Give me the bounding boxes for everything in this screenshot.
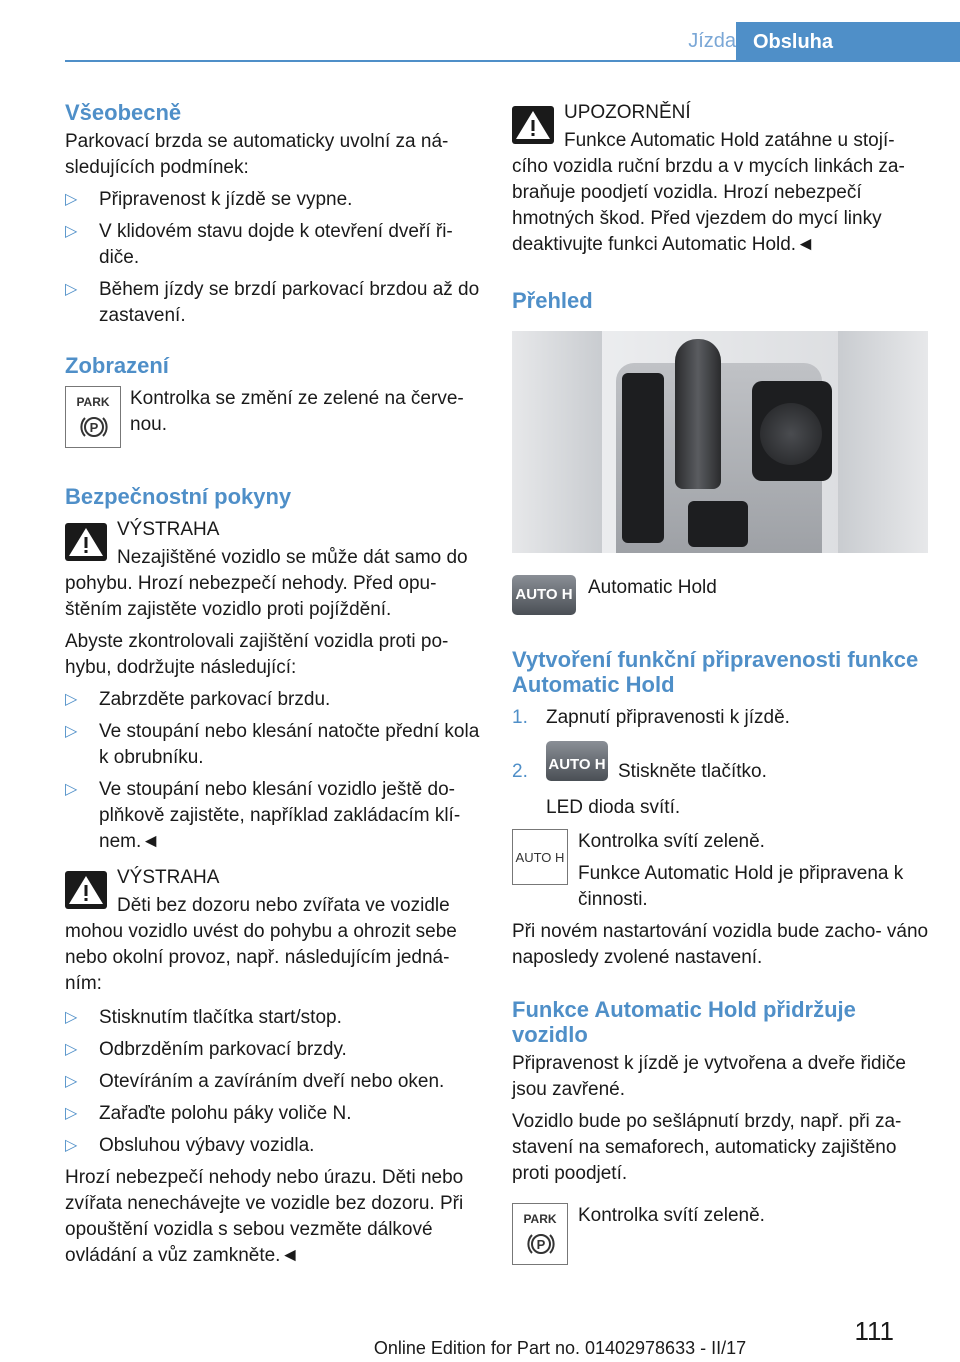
step-item: 2. AUTO H Stiskněte tlačítko. [512, 741, 930, 789]
svg-text:P: P [536, 1237, 546, 1252]
paragraph-final: Hrozí nebezpečí nehody nebo úrazu. Děti nebo zvířata nenechávejte ve vozidle bez dozoru. Při opouštění vozidla s sebou vezměte dálkové ovládání a vůz zamkněte.◄ [65, 1167, 464, 1266]
list-item: ▷ Připravenost k jízdě se vypne. [65, 187, 483, 213]
header-tab: Obsluha [736, 22, 960, 62]
header-section: Jízda [688, 30, 736, 52]
triangle-right-icon: ▷ [65, 781, 78, 798]
warning-title: VÝSTRAHA [117, 519, 220, 540]
zobrazeni-text: Kontrolka se změní ze zelené na červe‐ nou. [130, 388, 464, 435]
warning-text: Děti bez dozoru nebo zvířata ve vozidle mohou vozidlo uvést do pohybu a ohrozit sebe nebo okolní provoz, např. následujícím jedná‐ ním: [65, 895, 457, 994]
triangle-right-icon: ▷ [65, 191, 78, 208]
paragraph-vseobecne: Parkovací brzda se automaticky uvolní za ná‐ sledujících podmínek: [65, 131, 449, 178]
notice-text: Funkce Automatic Hold zatáhne u stojí‐ cího vozidla ruční brzdu a v mycích linkách za‐ braňuje poodjetí vozidla. Hrozí nebezpečí hmotných škod. Před vjezdem do mycí linky deaktivujte funkci Automatic Hold.◄ [512, 130, 905, 255]
list-item: ▷ Stisknutím tlačítka start/stop. [65, 1005, 483, 1031]
auto-hold-button-icon: AUTO H [546, 741, 608, 781]
zobrazeni-row [65, 386, 483, 456]
park-brake-icon: PARK P [512, 1203, 568, 1265]
triangle-right-icon: ▷ [65, 281, 78, 298]
edition-footer: Online Edition for Part no. 01402978633 - II/17 [373, 1338, 747, 1358]
list-securing [65, 687, 483, 855]
svg-text:P: P [89, 420, 99, 435]
paragraph-pripravenost: Připravenost k jízdě je vytvořena a dveře řidiče jsou zavřené. [512, 1053, 906, 1100]
triangle-right-icon: ▷ [65, 1041, 78, 1058]
left-column [65, 100, 483, 1269]
right-column [512, 100, 930, 1267]
automatic-hold-label: Automatic Hold [588, 577, 717, 598]
list-item: ▷ Ve stoupání nebo klesání vozidlo ještě do‐ plňkově zajistěte, například zakládacím klí‐ nem.◄ [65, 779, 461, 852]
list-item: ▷ V klidovém stavu dojde k otevření dveří ři‐ diče. [65, 221, 453, 268]
auto-hold-icon: AUTO H [512, 575, 576, 615]
list-item: ▷ Během jízdy se brzdí parkovací brzdou až do zastavení. [65, 279, 480, 326]
warning-title: VÝSTRAHA [117, 867, 220, 888]
paragraph-abyste: Abyste zkontrolovali zajištění vozidla proti po‐ hybu, dodržujte následující: [65, 631, 449, 678]
step-item: 1. Zapnutí připravenosti k jízdě. [512, 707, 790, 728]
list-actions [65, 1005, 483, 1159]
led-text: LED dioda svítí. [546, 797, 681, 818]
triangle-right-icon: ▷ [65, 723, 78, 740]
heading-pridrzuje: Funkce Automatic Hold přidržuje vozidlo [512, 997, 856, 1047]
list-item: ▷ Zařaďte polohu páky voliče N. [65, 1101, 483, 1127]
warning-triangle-icon [512, 106, 554, 144]
warning-triangle-icon [65, 871, 107, 909]
heading-bezpecnost: Bezpečnostní pokyny [65, 484, 292, 509]
list-item: ▷ Obsluhou výbavy vozidla. [65, 1133, 483, 1159]
park-brake-icon: PARK P [65, 386, 121, 448]
heading-vytvoreni: Vytvoření funkční připravenosti funkce Automatic Hold [512, 647, 919, 697]
notice-block [512, 100, 930, 258]
list-item: ▷ Otevíráním a zavíráním dveří nebo oken. [65, 1069, 483, 1095]
warning-block-1 [65, 517, 483, 623]
heading-zobrazeni: Zobrazení [65, 353, 169, 378]
notice-title: UPOZORNĚNÍ [564, 102, 691, 123]
warning-triangle-icon [65, 523, 107, 561]
warning-block-2 [65, 865, 483, 997]
heading-vseobecne: Všeobecně [65, 100, 182, 125]
auto-hold-indicator-icon: AUTO H [512, 829, 568, 885]
triangle-right-icon: ▷ [65, 223, 78, 240]
heading-prehled: Přehled [512, 288, 593, 313]
list-item: ▷ Ve stoupání nebo klesání natočte přední kola k obrubníku. [65, 721, 480, 768]
funkce-ready-text: Funkce Automatic Hold je připravena k činnosti. [578, 863, 904, 910]
warning-text: Nezajištěné vozidlo se může dát samo do pohybu. Hrozí nebezpečí nehody. Před opu‐ štěním zajistěte vozidlo proti pojíždění. [65, 547, 468, 620]
page-number: 111 [854, 1316, 894, 1346]
kontrolka-text-1: Kontrolka svítí zeleně. [578, 831, 765, 852]
kontrolka-text-2: Kontrolka svítí zeleně. [578, 1205, 765, 1226]
paragraph-nove: Při novém nastartování vozidla bude zacho‐ váno naposledy zvolené nastavení. [512, 921, 929, 968]
autoh-row [512, 575, 930, 621]
paragraph-vozidlo: Vozidlo bude po sešlápnutí brzdy, např. při za‐ stavení na semaforech, automaticky zajištěno proti poodjetí. [512, 1111, 902, 1184]
list-conditions [65, 187, 483, 329]
kontrolka-row-2 [512, 1203, 930, 1267]
triangle-right-icon: ▷ [65, 1105, 78, 1122]
triangle-right-icon: ▷ [65, 1137, 78, 1154]
list-item: ▷ Odbrzděním parkovací brzdy. [65, 1037, 483, 1063]
triangle-right-icon: ▷ [65, 691, 78, 708]
center-console-photo [512, 331, 928, 553]
triangle-right-icon: ▷ [65, 1073, 78, 1090]
triangle-right-icon: ▷ [65, 1009, 78, 1026]
kontrolka-row-1 [512, 829, 930, 913]
list-item: ▷ Zabrzděte parkovací brzdu. [65, 687, 483, 713]
steps-list [512, 705, 930, 821]
